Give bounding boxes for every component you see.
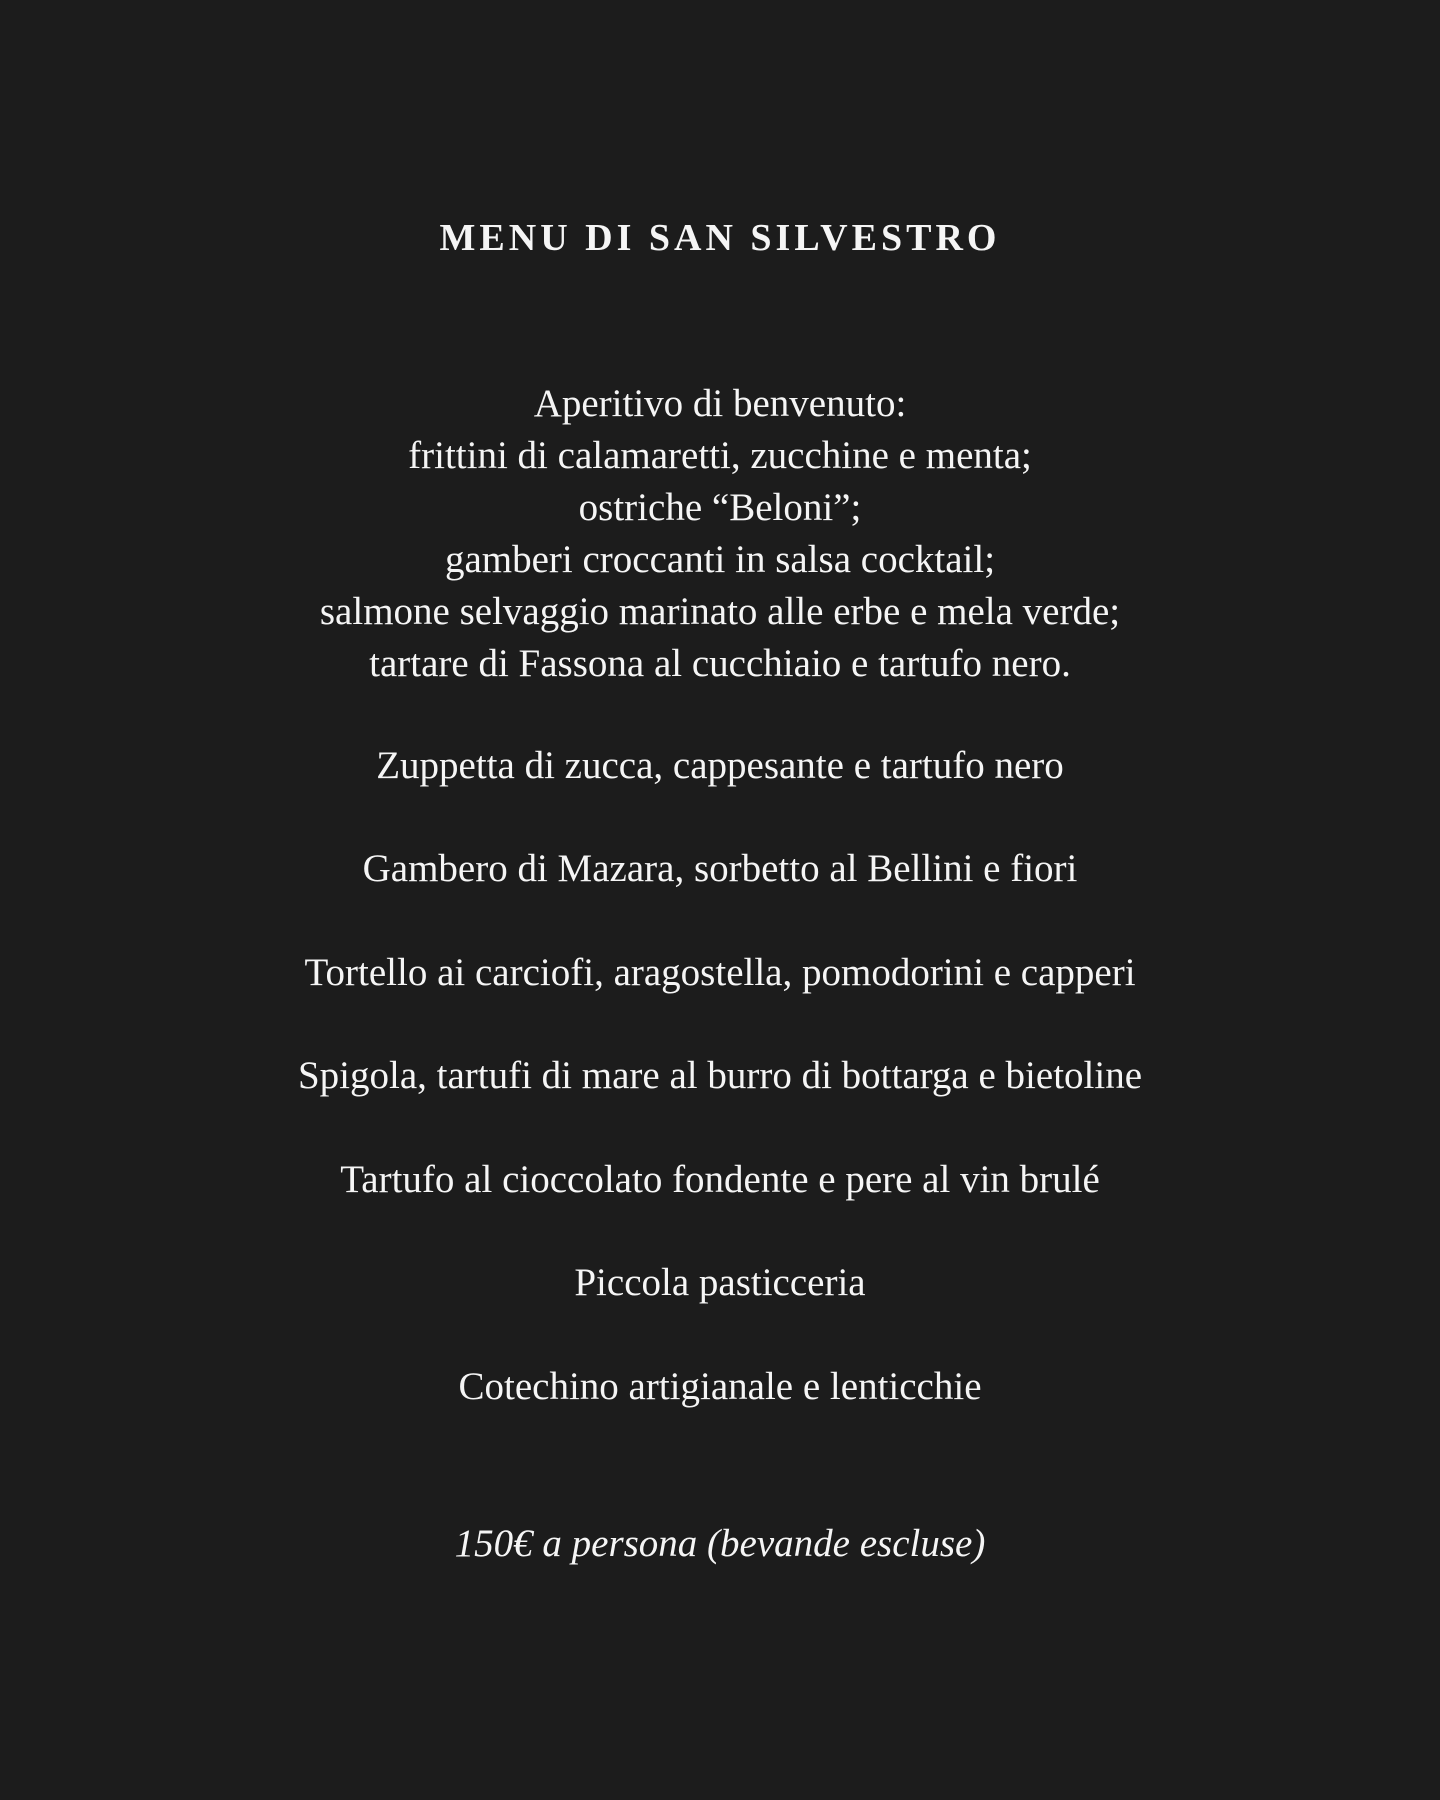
aperitivo-heading: Aperitivo di benvenuto: bbox=[533, 382, 907, 425]
course-item: Gambero di Mazara, sorbetto al Bellini e fiori bbox=[362, 847, 1078, 890]
aperitivo-section bbox=[0, 378, 1440, 690]
aperitivo-item: tartare di Fassona al cucchiaio e tartufo nero. bbox=[369, 642, 1071, 685]
aperitivo-item: frittini di calamaretti, zucchine e menta; bbox=[408, 434, 1032, 477]
course-item: Tartufo al cioccolato fondente e pere al vin brulé bbox=[340, 1158, 1100, 1201]
aperitivo-item: gamberi croccanti in salsa cocktail; bbox=[444, 538, 996, 581]
course-item: Zuppetta di zucca, cappesante e tartufo nero bbox=[376, 744, 1064, 787]
menu-title: MENU DI SAN SILVESTRO bbox=[439, 217, 1001, 259]
course-item: Tortello ai carciofi, aragostella, pomodorini e capperi bbox=[304, 951, 1136, 994]
aperitivo-item: ostriche “Beloni”; bbox=[578, 486, 862, 529]
course-item: Cotechino artigianale e lenticchie bbox=[458, 1365, 982, 1408]
price-note: 150€ a persona (bevande escluse) bbox=[454, 1522, 986, 1565]
aperitivo-item: salmone selvaggio marinato alle erbe e mela verde; bbox=[319, 590, 1121, 633]
course-item: Spigola, tartufi di mare al burro di bottarga e bietoline bbox=[297, 1054, 1143, 1097]
course-item: Piccola pasticceria bbox=[574, 1261, 866, 1304]
